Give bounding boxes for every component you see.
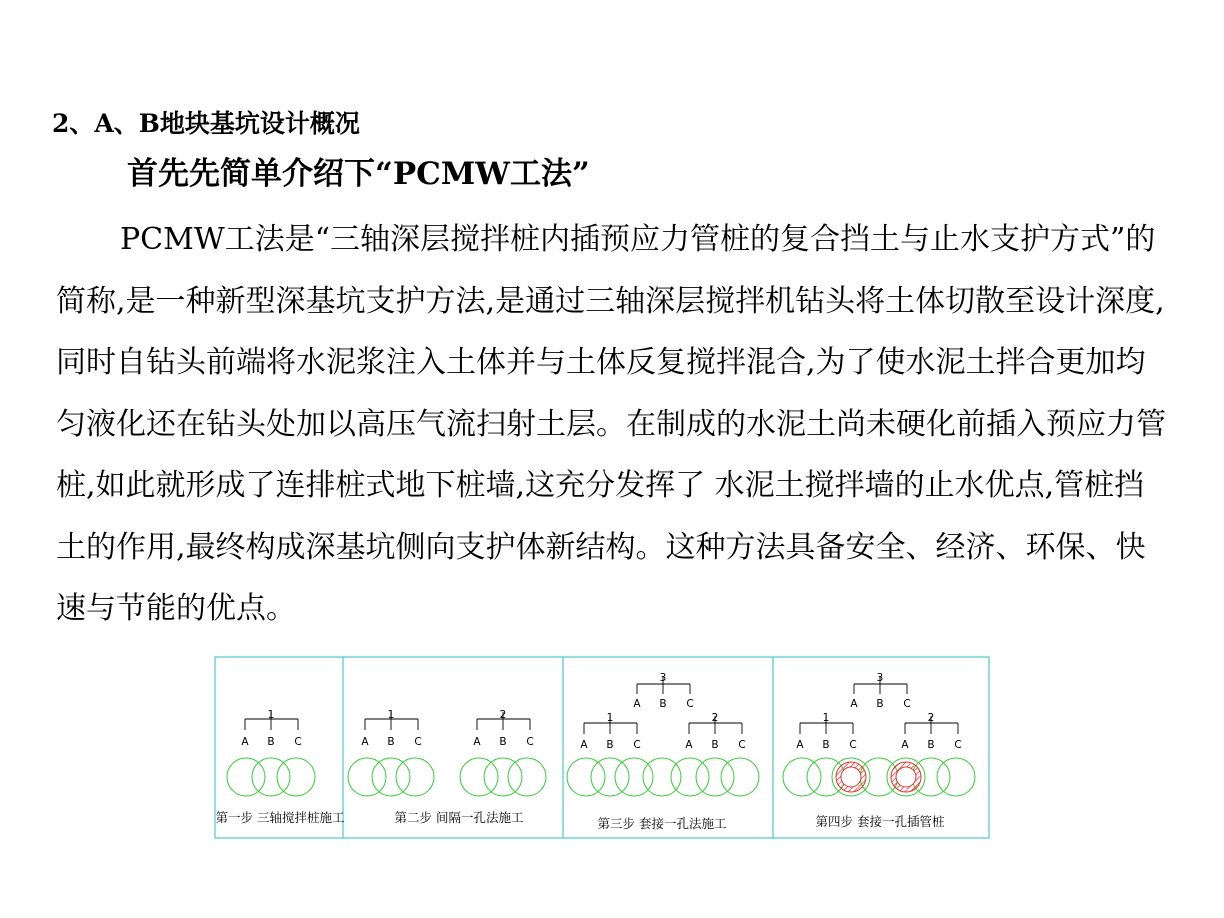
axis-label-b: B bbox=[659, 698, 667, 710]
pile-row bbox=[227, 758, 315, 796]
bracket-number: 2 bbox=[711, 712, 719, 724]
step-2-panel bbox=[348, 709, 546, 825]
step-caption: 第四步 套接一孔插管桩 bbox=[815, 814, 945, 829]
step-4-panel bbox=[783, 672, 975, 829]
axis-label-b: B bbox=[711, 739, 719, 751]
bracket-number: 2 bbox=[927, 712, 935, 724]
axis-label-c: C bbox=[294, 736, 302, 748]
body-paragraph: PCMW工法是“三轴深层搅拌桩内插预应力管桩的复合挡土与止水支护方式”的简称,是一种新型深基坑支护方法,是通过三轴深层搅拌机钻头将土体切散至设计深度,同时自钻头前端将水泥浆注入土体并与土体反复搅拌混合,为了使水泥土拌合更加均匀液化还在钻头处加以高压气流扫射土层。在制成的水泥土尚未硬化前插入预应力管桩,如此就形成了连排桩式地下桩墙,这充分发挥了 水泥土搅拌墙的止水优点,管桩挡土的作用,最终构成深基坑侧向支护体新结构。这种方法具备安全、经济、环保、快速与节能的优点。 bbox=[56, 222, 1166, 626]
pile-row bbox=[567, 758, 759, 796]
bracket-number: 1 bbox=[387, 709, 395, 721]
axis-label-c: C bbox=[954, 739, 962, 751]
axis-label-a: A bbox=[633, 698, 641, 710]
axis-label-b: B bbox=[876, 698, 884, 710]
step-1-panel bbox=[216, 709, 345, 825]
step-3-panel bbox=[567, 672, 759, 831]
axis-label-c: C bbox=[686, 698, 694, 710]
bracket-number: 1 bbox=[822, 712, 830, 724]
axis-label-b: B bbox=[267, 736, 275, 748]
pile-row bbox=[348, 758, 546, 796]
axis-label-b: B bbox=[606, 739, 614, 751]
axis-label-c: C bbox=[738, 739, 746, 751]
axis-label-a: A bbox=[361, 736, 369, 748]
axis-label-a: A bbox=[241, 736, 249, 748]
pcmw-process-diagram bbox=[214, 656, 990, 840]
bracket-number: 3 bbox=[659, 672, 667, 684]
axis-label-b: B bbox=[927, 739, 935, 751]
axis-label-a: A bbox=[473, 736, 481, 748]
pipe-pile-icon bbox=[836, 762, 866, 792]
pipe-pile-icon bbox=[891, 762, 921, 792]
section-heading: 2、A、B地块基坑设计概况 bbox=[52, 109, 360, 138]
axis-label-b: B bbox=[387, 736, 395, 748]
step-caption: 第三步 套接一孔法施工 bbox=[597, 816, 727, 831]
axis-label-a: A bbox=[685, 739, 693, 751]
pile-row bbox=[783, 758, 975, 796]
step-caption: 第二步 间隔一孔法施工 bbox=[394, 810, 524, 825]
axis-label-c: C bbox=[903, 698, 911, 710]
section-subheading: 首先先简单介绍下“PCMW工法” bbox=[127, 156, 590, 192]
axis-label-c: C bbox=[414, 736, 422, 748]
axis-label-c: C bbox=[526, 736, 534, 748]
axis-label-a: A bbox=[850, 698, 858, 710]
axis-label-a: A bbox=[901, 739, 909, 751]
bracket-number: 1 bbox=[606, 712, 614, 724]
axis-label-c: C bbox=[633, 739, 641, 751]
axis-label-b: B bbox=[499, 736, 507, 748]
axis-label-b: B bbox=[822, 739, 830, 751]
axis-label-a: A bbox=[580, 739, 588, 751]
step-caption: 第一步 三轴搅拌桩施工 bbox=[215, 810, 345, 825]
bracket-number: 2 bbox=[499, 709, 507, 721]
axis-label-c: C bbox=[849, 739, 857, 751]
axis-label-a: A bbox=[796, 739, 804, 751]
bracket-number: 3 bbox=[876, 672, 884, 684]
bracket-number: 1 bbox=[267, 709, 275, 721]
